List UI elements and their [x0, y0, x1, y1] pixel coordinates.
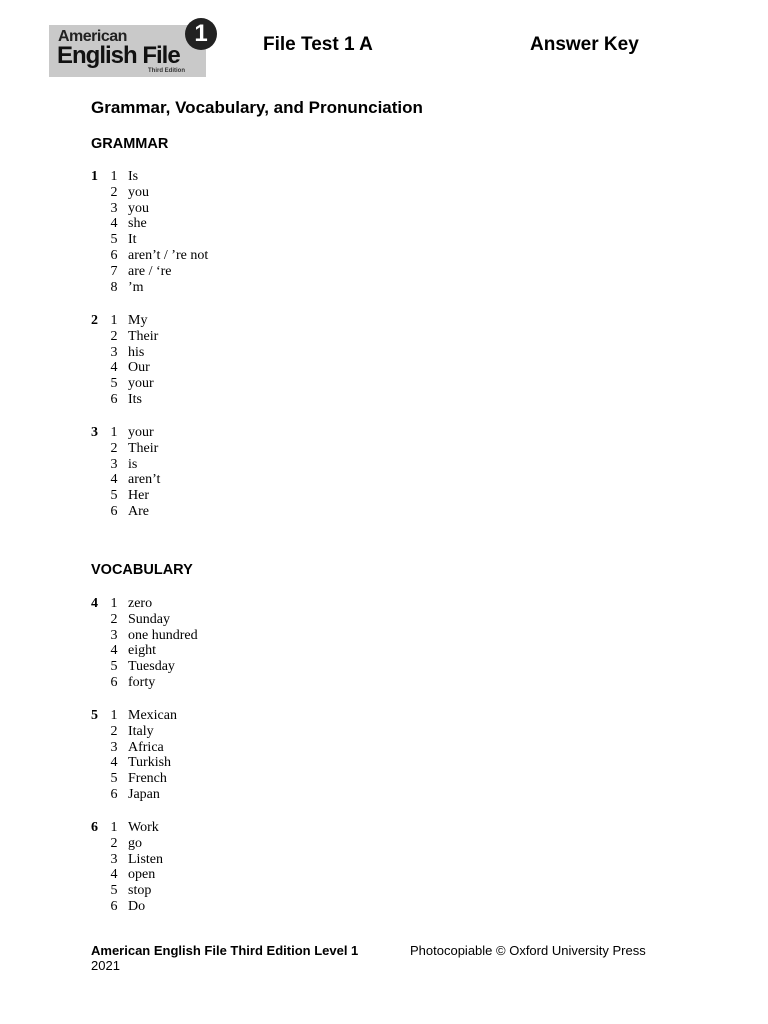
test-title: File Test 1 A: [263, 34, 373, 55]
answer-key-label: Answer Key: [530, 34, 639, 55]
answer-text: Its: [128, 391, 142, 407]
answer-text: zero: [128, 596, 153, 611]
logo-text-american: American: [58, 28, 127, 45]
answer-text: Their: [128, 440, 159, 456]
item-number: 2: [110, 184, 118, 200]
item-number: 1: [110, 169, 118, 184]
footer-year: 2021: [91, 958, 120, 973]
item-number: 4: [110, 360, 118, 376]
exercise-number: 6: [91, 820, 98, 835]
answer-text: eight: [128, 643, 156, 659]
item-number: 4: [110, 643, 118, 659]
answer-text: Japan: [128, 786, 160, 802]
answer-text: Is: [128, 169, 139, 184]
item-number: 3: [110, 200, 118, 216]
answer-text: Listen: [128, 851, 163, 867]
answer-text: stop: [128, 883, 152, 899]
answer-text: aren’t: [128, 472, 161, 488]
item-number: 4: [110, 867, 118, 883]
answer-text: she: [128, 216, 147, 232]
section-title: Grammar, Vocabulary, and Pronunciation: [91, 98, 423, 117]
exercise-number: 5: [91, 708, 98, 723]
answer-text: Turkish: [128, 755, 172, 771]
answer-text: is: [128, 456, 138, 472]
answer-text: It: [128, 232, 137, 248]
item-number: 2: [110, 611, 118, 627]
item-number: 8: [110, 279, 118, 295]
item-number: 3: [110, 456, 118, 472]
answer-text: one hundred: [128, 627, 198, 643]
item-number: 3: [110, 851, 118, 867]
answer-text: you: [128, 184, 149, 200]
item-number: 2: [110, 328, 118, 344]
item-number: 6: [110, 898, 118, 914]
item-number: 5: [110, 376, 118, 392]
item-number: 7: [110, 263, 118, 279]
level-badge-icon: 1: [185, 18, 217, 50]
item-number: 6: [110, 391, 118, 407]
answer-text: his: [128, 344, 145, 360]
item-number: 4: [110, 755, 118, 771]
item-number: 3: [110, 739, 118, 755]
answer-text: French: [128, 771, 167, 787]
item-number: 2: [110, 440, 118, 456]
item-number: 4: [110, 472, 118, 488]
item-number: 1: [110, 820, 118, 835]
logo-text-english-file: English File: [57, 42, 180, 69]
answer-text: Her: [128, 488, 149, 504]
item-number: 1: [110, 708, 118, 723]
answer-text: open: [128, 867, 156, 883]
item-number: 5: [110, 232, 118, 248]
answer-text: Are: [128, 503, 149, 519]
item-number: 5: [110, 771, 118, 787]
item-number: 4: [110, 216, 118, 232]
answer-text: your: [128, 425, 154, 440]
answer-text: your: [128, 376, 154, 392]
answer-text: aren’t / ’re not: [128, 247, 209, 263]
answer-text: Work: [128, 820, 159, 835]
item-number: 2: [110, 835, 118, 851]
answer-text: Tuesday: [128, 659, 175, 675]
exercise-number: 4: [91, 596, 98, 611]
item-number: 5: [110, 659, 118, 675]
item-number: 6: [110, 786, 118, 802]
item-number: 6: [110, 247, 118, 263]
answer-text: My: [128, 313, 148, 328]
item-number: 1: [110, 596, 118, 611]
vocabulary-heading: VOCABULARY: [91, 562, 193, 578]
item-number: 2: [110, 723, 118, 739]
exercise-number: 2: [91, 313, 98, 328]
item-number: 3: [110, 627, 118, 643]
item-number: 6: [110, 674, 118, 690]
answer-text: you: [128, 200, 149, 216]
item-number: 5: [110, 883, 118, 899]
grammar-heading: GRAMMAR: [91, 136, 169, 152]
exercise-number: 1: [91, 169, 98, 184]
footer-publication: [91, 943, 358, 973]
american-english-file-logo: [49, 18, 219, 78]
logo-text-edition: Third Edition: [148, 68, 185, 74]
item-number: 6: [110, 503, 118, 519]
exercise-number: 3: [91, 425, 98, 440]
item-number: 1: [110, 313, 118, 328]
footer-book-title: American English File Third Edition Level 1: [91, 943, 359, 958]
answer-text: Do: [128, 898, 146, 914]
footer-copyright: Photocopiable © Oxford University Press: [410, 943, 646, 958]
answer-text: are / ‘re: [128, 263, 172, 279]
item-number: 3: [110, 344, 118, 360]
answer-text: forty: [128, 674, 156, 690]
answer-text: Sunday: [128, 611, 170, 627]
item-number: 1: [110, 425, 118, 440]
answer-text: ’m: [128, 279, 144, 295]
answer-text: Italy: [128, 723, 154, 739]
answer-text: Our: [128, 360, 150, 376]
answer-text: Mexican: [128, 708, 177, 723]
answer-text: Africa: [128, 739, 164, 755]
answer-text: go: [128, 835, 142, 851]
item-number: 5: [110, 488, 118, 504]
answer-text: Their: [128, 328, 159, 344]
